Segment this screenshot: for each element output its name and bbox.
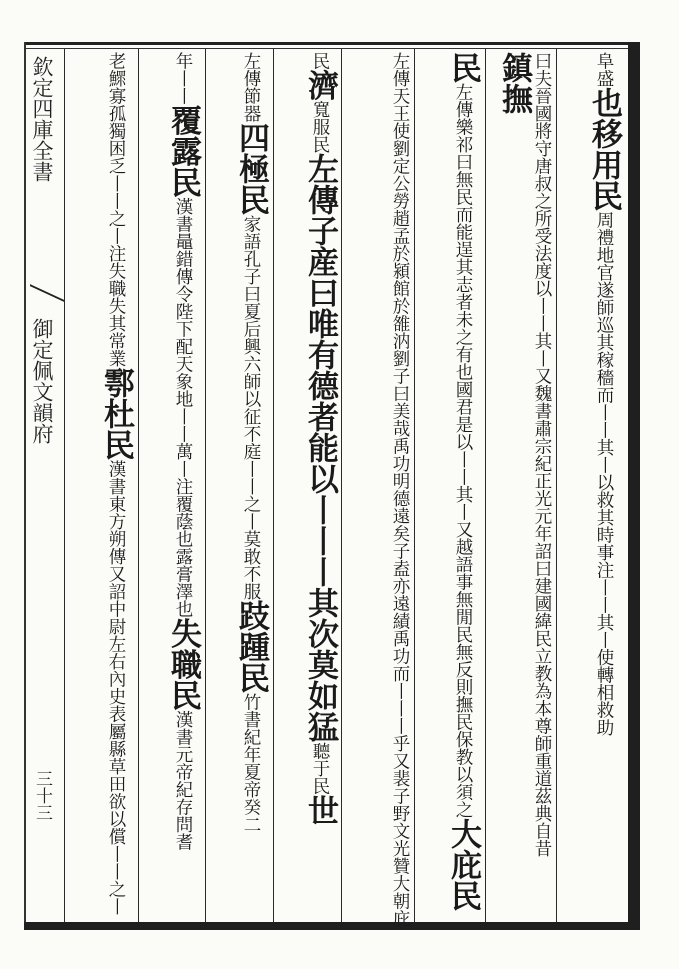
text-column-6: 左傳節器四極民家語孔子曰夏后興六師以征不庭丨丨之丨莫敢不服跂踵民竹書紀年夏帝癸二 <box>233 52 269 833</box>
column-rule <box>138 49 139 922</box>
frame-top-border <box>24 42 640 45</box>
text-column-1: 阜盛也移用民周禮地官遂師巡其稼穡而丨丨其丨以救其時事注丨丨其丨使轉相救助 <box>586 52 622 736</box>
column-rule <box>341 49 342 922</box>
column-rule <box>485 49 486 922</box>
text-column-2: 曰夫晉國將守唐叔之所受法度以丨丨其丨又魏書肅宗紀正光元年詔曰建國緯民立教為本尊師重道茲典自昔鎮撫 <box>496 52 552 857</box>
column-rule <box>273 49 274 922</box>
collection-title: 欽定四庫全書 <box>30 56 54 182</box>
book-title: 御定佩文韻府 <box>30 318 54 444</box>
frame-top-inner-border <box>24 48 640 49</box>
text-column-8: 老鰥寡孤獨困乏丨丨之丨注失職失其常業鄠杜民漢書東方朔傳又詔中尉左右內史表屬縣草田欲以償丨丨之丨 <box>98 52 134 915</box>
column-rule <box>64 49 65 922</box>
frame-right-border <box>628 42 640 930</box>
column-rule <box>556 49 557 922</box>
page-number: 三十三 <box>32 770 52 821</box>
text-column-4: 左傳天王使劉定公勞趙孟於潁館於雒汭劉子曰美哉禹功明德遠矣子盍亦遠績禹功而丨丨丨乎又裴子野文光贊大朝庇 <box>390 52 410 927</box>
column-rule <box>205 49 206 922</box>
text-column-5: 民濟寬服民左傳子産曰唯有德者能以丨丨丨其次莫如猛聽于民世 <box>302 52 338 826</box>
text-column-3: 民左傳樂祁曰無民而能逞其志者未之有也國君是以丨丨其丨又越語事無閒民無反則撫民保教以須之大庇民 <box>445 52 481 911</box>
frame-bottom-border <box>24 922 640 930</box>
text-column-7: 年丨丨覆露民漢書鼂錯傳令陛下配天象地丨丨萬丨注覆蔭也露膏澤也失職民漢書元帝紀存問耆 <box>165 52 201 851</box>
column-rule <box>414 49 415 922</box>
